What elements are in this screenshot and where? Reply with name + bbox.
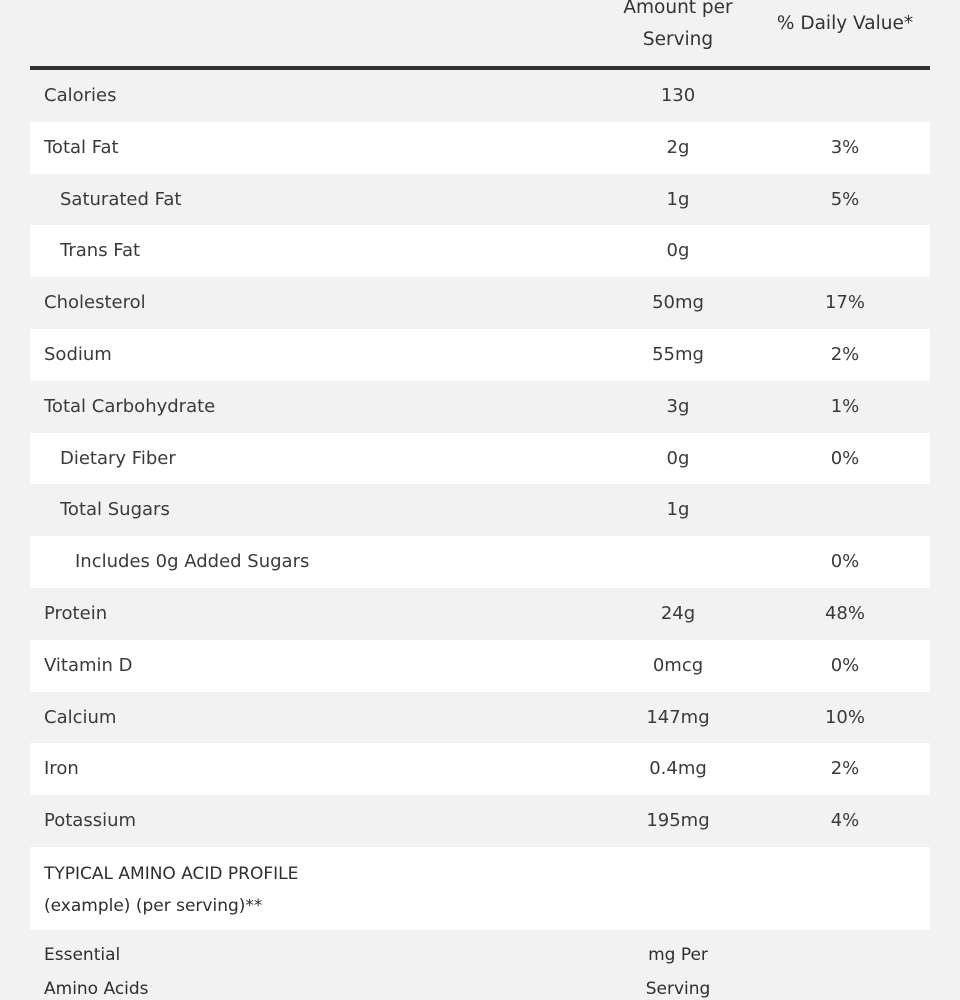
nutrient-daily-value [760, 225, 930, 277]
nutrient-amount: 1g [666, 499, 690, 521]
nutrient-daily-value [760, 70, 930, 122]
nutrient-daily-value: 2% [830, 343, 860, 365]
amount-per-serving-header [608, 0, 748, 66]
nutrient-row-trans-fat [30, 225, 930, 277]
amino-section-title: TYPICAL AMINO ACID PROFILE [44, 863, 299, 884]
nutrient-name: Vitamin D [44, 654, 133, 676]
nutrient-daily-value: 2% [830, 758, 860, 780]
nutrient-amount: 55mg [652, 343, 704, 365]
nutrient-daily-value: 17% [824, 292, 865, 314]
nutrient-daily-value: 10% [824, 706, 865, 728]
nutrient-row-sodium [30, 329, 930, 381]
nutrient-amount: 2g [666, 136, 690, 158]
nutrient-amount: 1g [666, 188, 690, 210]
nutrient-row-potassium [30, 795, 930, 847]
nutrient-daily-value: 1% [830, 395, 860, 417]
nutrient-row-calories [30, 70, 930, 122]
nutrient-amount: 50mg [652, 292, 704, 314]
nutrient-amount: 0.4mg [649, 758, 707, 780]
nutrient-daily-value: 3% [830, 136, 860, 158]
nutrient-name: Total Fat [44, 136, 119, 158]
nutrient-amount: 0g [666, 447, 690, 469]
essential-amino-acids-label [44, 938, 149, 1000]
daily-value-header: % Daily Value* [776, 13, 914, 34]
nutrient-amount [608, 536, 748, 588]
nutrient-name: Sodium [44, 343, 112, 365]
amino-label-line2: Amino Acids [44, 978, 149, 999]
amino-label-line1: Essential [44, 944, 121, 965]
nutrient-name: Total Sugars [60, 499, 170, 521]
nutrient-row-cholesterol [30, 277, 930, 329]
amino-acid-profile-section [30, 847, 930, 930]
nutrient-daily-value: 0% [830, 551, 860, 573]
amount-header-line1: Amount per [623, 0, 733, 18]
nutrient-name: Calories [44, 85, 117, 106]
nutrient-row-total-fat [30, 122, 930, 174]
nutrition-table [30, 70, 930, 1000]
nutrient-row-dietary-fiber [30, 433, 930, 485]
amino-acid-header-row [30, 930, 930, 1000]
nutrient-row-iron [30, 743, 930, 795]
nutrient-name: Cholesterol [44, 292, 146, 314]
nutrient-amount: 147mg [646, 706, 710, 728]
nutrient-name: Potassium [44, 810, 137, 832]
nutrient-amount: 0mcg [652, 654, 704, 676]
nutrient-daily-value: 0% [830, 654, 860, 676]
nutrient-row-total-carbohydrate [30, 381, 930, 433]
nutrient-name: Iron [44, 758, 79, 780]
nutrient-row-saturated-fat [30, 174, 930, 226]
nutrient-daily-value: 48% [824, 602, 865, 624]
nutrient-row-added-sugars [30, 536, 930, 588]
nutrient-daily-value: 5% [830, 188, 860, 210]
amino-section-subtitle: (example) (per serving)** [44, 895, 263, 916]
nutrient-name: Total Carbohydrate [44, 395, 216, 417]
nutrient-daily-value: 0% [830, 447, 860, 469]
amount-header-line2: Serving [642, 29, 714, 50]
nutrient-name: Trans Fat [60, 240, 141, 262]
nutrient-amount: 195mg [646, 810, 710, 832]
nutrient-amount: 24g [660, 602, 696, 624]
nutrient-amount: 0g [666, 240, 690, 262]
nutrient-row-calcium [30, 692, 930, 744]
nutrient-amount: 130 [660, 85, 696, 106]
mg-per-serving-label [608, 938, 748, 1000]
nutrient-name: Saturated Fat [60, 188, 182, 210]
nutrient-name: Calcium [44, 706, 117, 728]
nutrient-row-vitamin-d [30, 640, 930, 692]
amino-unit-line1: mg Per [648, 944, 708, 965]
nutrient-row-total-sugars [30, 484, 930, 536]
nutrient-row-protein [30, 588, 930, 640]
amino-unit-line2: Serving [645, 978, 711, 999]
nutrient-amount: 3g [666, 395, 690, 417]
nutrient-name: Dietary Fiber [60, 447, 176, 469]
nutrient-daily-value [760, 484, 930, 536]
nutrient-daily-value: 4% [830, 810, 860, 832]
nutrient-name: Includes 0g Added Sugars [75, 551, 310, 573]
table-header [30, 0, 930, 66]
nutrient-name: Protein [44, 602, 108, 624]
